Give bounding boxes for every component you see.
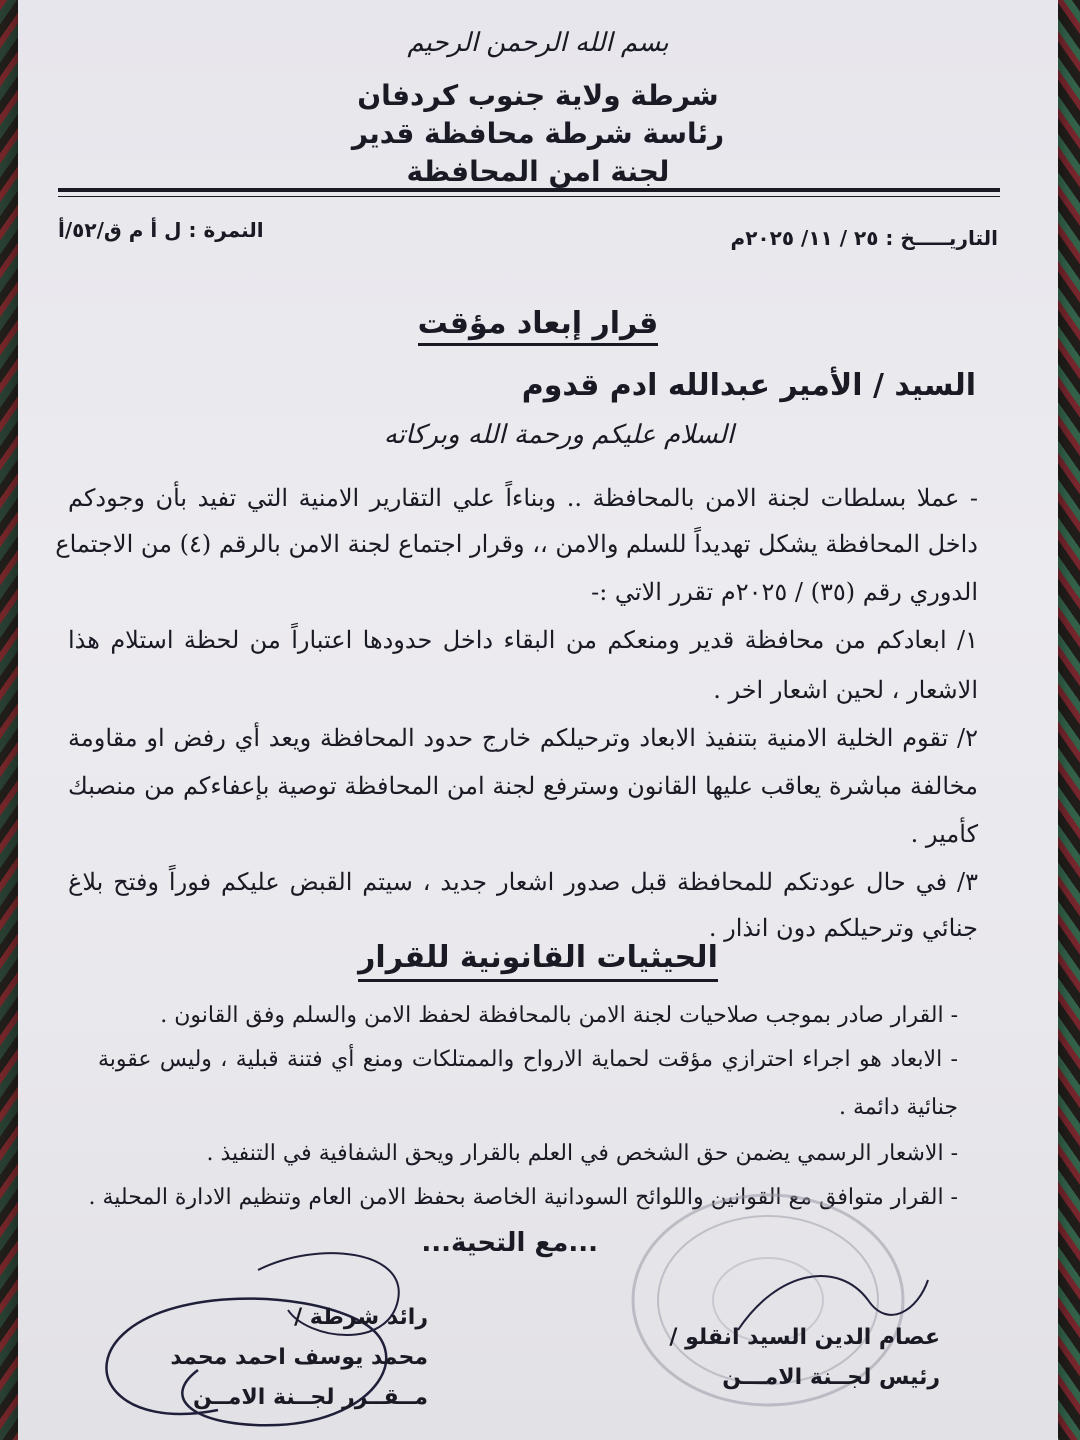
signature-block-rapporteur — [88, 1298, 428, 1418]
header-divider-thin — [58, 196, 1000, 197]
greeting: السلام عليكم ورحمة الله وبركاته — [383, 420, 734, 450]
chairman-name: عصام الدين السيد انقلو / — [669, 1325, 940, 1350]
paragraph-line: - عملا بسلطات لجنة الامن بالمحافظة .. وبناءاً علي التقارير الامنية التي تفيد بأن وجودكم — [68, 484, 978, 512]
signature-block-chairman — [669, 1318, 940, 1398]
item-line: جنائي وترحيلكم دون انذار . — [708, 914, 978, 942]
chairman-title: رئيس لجــنة الامـــن — [722, 1365, 940, 1390]
basmala: بسم الله الرحمن الرحيم — [407, 28, 669, 58]
rapporteur-rank: رائد شرطة / — [294, 1305, 428, 1330]
document-title-text: قرار إبعاد مؤقت — [418, 306, 659, 346]
date-value: ٢٥ / ١١/ ٢٠٢٥م — [730, 226, 879, 250]
legal-line: جنائية دائمة . — [838, 1095, 958, 1120]
legal-line: - الاشعار الرسمي يضمن حق الشخص في العلم بالقرار ويحق الشفافية في التنفيذ . — [206, 1141, 958, 1166]
header-line-committee: لجنة امن المحافظة — [406, 155, 670, 188]
letter-paper — [18, 0, 1058, 1440]
addressee: السيد / الأمير عبدالله ادم قدوم — [521, 368, 976, 403]
item-line: ٢/ تقوم الخلية الامنية بتنفيذ الابعاد وترحيلكم خارج حدود المحافظة ويعد أي رفض او مقاومة — [68, 724, 978, 752]
header-line-police: شرطة ولاية جنوب كردفان — [357, 79, 719, 112]
item-line: ١/ ابعادكم من محافظة قدير ومنعكم من البقاء داخل حدودها اعتباراً من لحظة استلام هذا — [68, 626, 978, 654]
legal-line: - الابعاد هو اجراء احترازي مؤقت لحماية الارواح والممتلكات ومنع أي فتنة قبلية ، وليس عقوبة — [98, 1047, 958, 1072]
legal-basis-title — [18, 940, 1058, 975]
closing-regards: ...مع التحية... — [421, 1228, 598, 1258]
rapporteur-title: مــقــرر لجــنة الامــن — [192, 1385, 428, 1410]
legal-line: - القرار متوافق مع القوانين واللوائح السودانية الخاصة بحفظ الامن العام وتنظيم الادارة المحلية . — [88, 1185, 958, 1210]
date-label: التاريـــــخ : — [885, 226, 998, 250]
legal-basis-title-text: الحيثيات القانونية للقرار — [358, 940, 718, 982]
reference-value: ل أ م ق/٥٢/أ — [58, 218, 182, 242]
legal-line: - القرار صادر بموجب صلاحيات لجنة الامن بالمحافظة لحفظ الامن والسلم وفق القانون . — [160, 1003, 958, 1028]
item-line: ٣/ في حال عودتكم للمحافظة قبل صدور اشعار جديد ، سيتم القبض عليكم فوراً وفتح بلاغ — [68, 868, 978, 896]
rapporteur-name: محمد يوسف احمد محمد — [170, 1345, 428, 1370]
item-line: مخالفة مباشرة يعاقب عليها القانون وسترفع لجنة امن المحافظة توصية بإعفاءكم من منصبك — [68, 772, 978, 800]
body-text — [55, 478, 978, 958]
item-line: الاشعار ، لحين اشعار اخر . — [713, 676, 978, 704]
document-title — [18, 306, 1058, 341]
header-line-presidency: رئاسة شرطة محافظة قدير — [351, 117, 725, 150]
paragraph-line: داخل المحافظة يشكل تهديداً للسلم والامن ،، وقرار اجتماع لجنة الامن بالرقم (٤) من الاجتماع — [55, 530, 978, 558]
item-line: كأمير . — [910, 820, 978, 848]
header-divider — [58, 188, 1000, 192]
reference-label: النمرة : — [188, 218, 264, 242]
reference-field — [58, 218, 264, 242]
paragraph-line: الدوري رقم (٣٥) / ٢٠٢٥م تقرر الاتي :- — [591, 578, 978, 606]
date-field — [731, 226, 998, 250]
